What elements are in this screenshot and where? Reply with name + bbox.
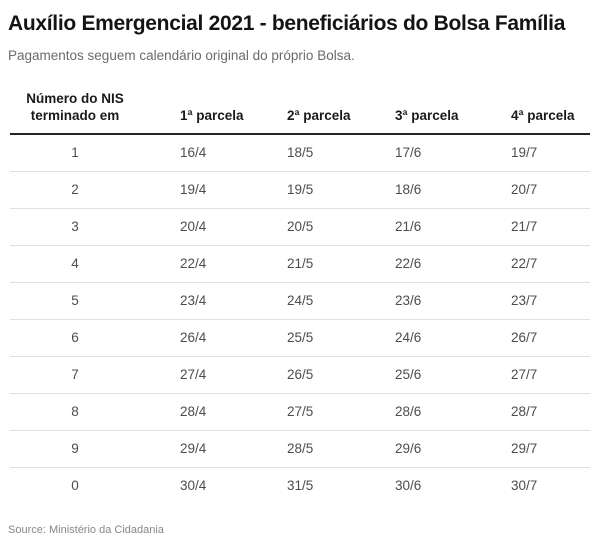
cell-parcela-date: 27/7 [471,356,590,393]
cell-parcela-date: 22/6 [355,245,471,282]
table-row [10,319,590,356]
cell-parcela-date: 24/6 [355,319,471,356]
cell-parcela-date: 23/6 [355,282,471,319]
cell-parcela-date: 29/6 [355,430,471,467]
table-row [10,393,590,430]
cell-parcela-date: 22/4 [140,245,247,282]
cell-nis-digit: 5 [10,282,140,319]
cell-parcela-date: 25/5 [247,319,355,356]
cell-nis-digit: 1 [71,145,79,161]
cell-parcela-date: 29/7 [471,430,590,467]
cell-nis-digit: 6 [10,319,140,356]
cell-nis-digit: 8 [10,393,140,430]
source-note: Source: Ministério da Cidadania [8,523,164,536]
cell-parcela-date: 28/6 [355,393,471,430]
cell-parcela-date: 19/4 [140,171,247,208]
table-row [10,467,590,504]
cell-parcela-date: 22/7 [471,245,590,282]
cell-parcela-date: 23/4 [140,282,247,319]
column-header-nis-line2: terminado em [30,108,120,124]
table-row [10,134,590,172]
cell-nis-digit: 7 [10,356,140,393]
table-body [10,134,590,504]
cell-parcela-date: 19/7 [511,145,538,161]
cell-parcela-date: 23/7 [471,282,590,319]
payment-schedule-table [10,90,590,504]
column-header-parcela-2: 2ª parcela [247,90,355,134]
cell-parcela-date: 25/6 [355,356,471,393]
cell-parcela-date: 18/5 [287,145,314,161]
cell-parcela-date: 16/4 [180,145,207,161]
cell-parcela-date: 30/4 [140,467,247,504]
cell-parcela-date: 29/4 [140,430,247,467]
cell-parcela-date: 21/7 [471,208,590,245]
cell-parcela-date: 26/5 [247,356,355,393]
cell-parcela-date: 26/4 [140,319,247,356]
table-row [10,208,590,245]
cell-nis-digit: 0 [10,467,140,504]
table-row [10,356,590,393]
cell-parcela-date: 20/7 [471,171,590,208]
cell-parcela-date: 27/4 [140,356,247,393]
cell-nis-digit: 4 [10,245,140,282]
cell-parcela-date: 18/6 [355,171,471,208]
cell-parcela-date: 31/5 [247,467,355,504]
cell-parcela-date: 21/6 [355,208,471,245]
cell-parcela-date: 30/6 [355,467,471,504]
cell-nis-digit: 2 [10,171,140,208]
page-subtitle: Pagamentos seguem calendário original do próprio Bolsa. [8,47,355,63]
table-row [10,171,590,208]
page-title: Auxílio Emergencial 2021 - beneficiários do Bolsa Família [8,12,566,35]
column-header-nis [10,90,140,134]
cell-nis-digit: 9 [10,430,140,467]
table-row [10,245,590,282]
cell-parcela-date: 20/4 [140,208,247,245]
cell-parcela-date: 20/5 [247,208,355,245]
cell-parcela-date: 28/4 [140,393,247,430]
column-header-parcela-1: 1ª parcela [140,90,247,134]
table-row [10,282,590,319]
column-header-nis-line1: Número do NIS [26,90,124,106]
cell-parcela-date: 30/7 [471,467,590,504]
cell-parcela-date: 21/5 [247,245,355,282]
cell-parcela-date: 28/7 [471,393,590,430]
table-header [10,90,590,134]
cell-nis-digit: 3 [10,208,140,245]
column-header-parcela-3: 3ª parcela [355,90,471,134]
table-row [10,430,590,467]
cell-parcela-date: 27/5 [247,393,355,430]
cell-parcela-date: 19/5 [247,171,355,208]
cell-parcela-date: 28/5 [247,430,355,467]
cell-parcela-date: 26/7 [471,319,590,356]
cell-parcela-date: 17/6 [395,145,422,161]
table-header-row [10,90,590,134]
column-header-parcela-4: 4ª parcela [471,90,590,134]
cell-parcela-date: 24/5 [247,282,355,319]
